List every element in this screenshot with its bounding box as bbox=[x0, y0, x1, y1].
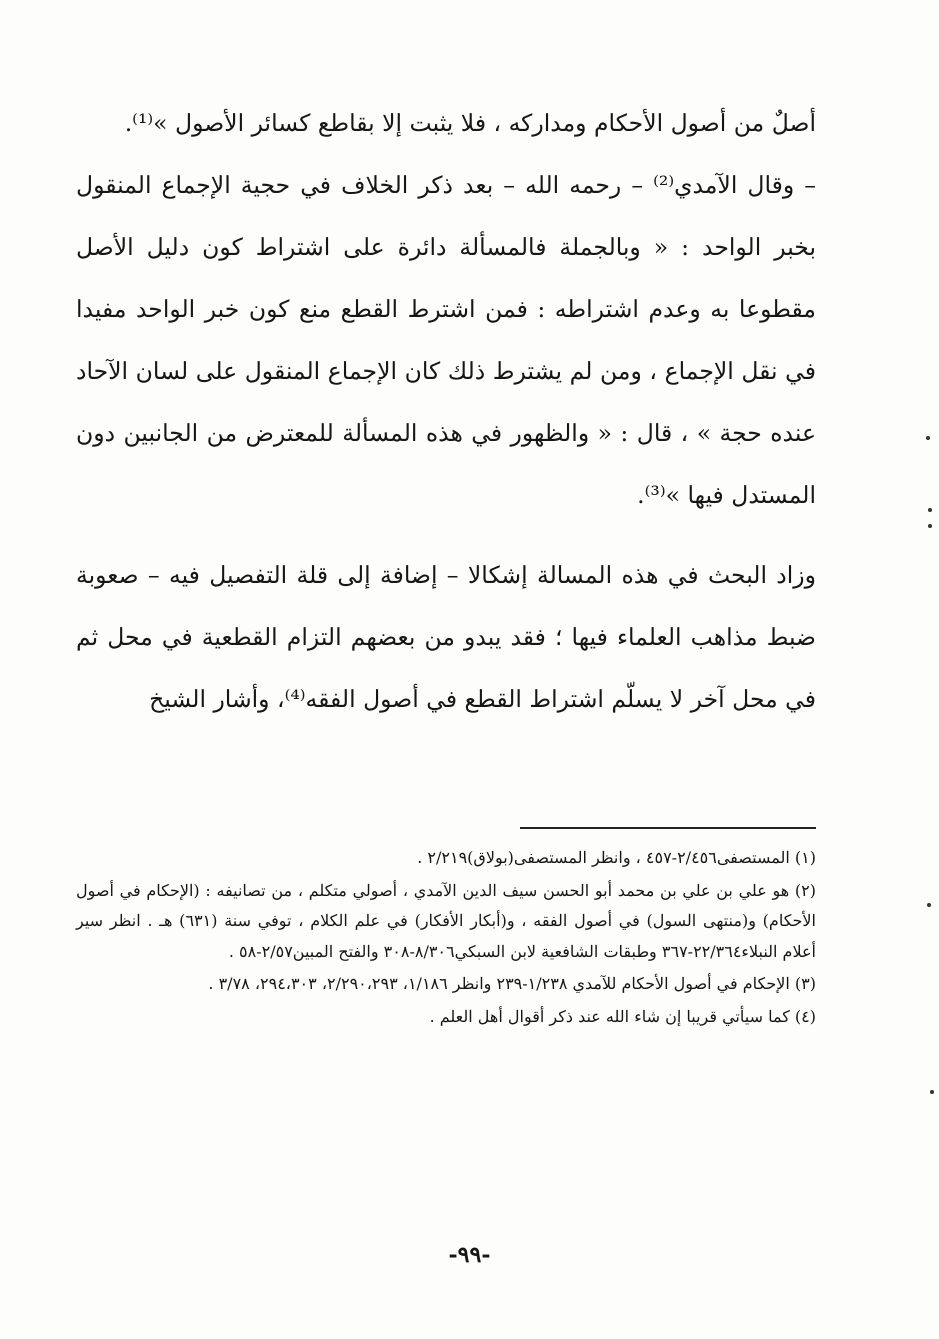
paragraph-3: وزاد البحث في هذه المسالة إشكالا – إضافة إلى قلة التفصيل فيه – صعوبة ضبط مذاهب العلماء فيها ؛ فقد يبدو من بعضهم التزام القطعية في محل ثم في محل آخر لا يسلّم اشتراط القطع في أصول الفقه⁽⁴⁾، وأشار الشيخ bbox=[76, 561, 816, 713]
paragraph-1: أصلٌ من أصول الأحكام ومداركه ، فلا يثبت إلا بقاطع كسائر الأصول »⁽¹⁾. bbox=[124, 109, 816, 137]
footnote-1: (١) المستصفى٢/٤٥٦-٤٥٧ ، وانظر المستصفى(بولاق)٢/٢١٩ . bbox=[417, 848, 816, 867]
scan-speck bbox=[927, 903, 931, 907]
footnotes bbox=[76, 843, 816, 1034]
paragraph-2: – وقال الآمدي⁽²⁾ – رحمه الله – بعد ذكر الخلاف في حجية الإجماع المنقول بخبر الواحد : « وبالجملة فالمسألة دائرة على اشتراط كون دليل الأصل مقطوعا به وعدم اشتراطه : فمن اشترط القطع منع كون خبر الواحد مفيدا في نقل الإجماع ، ومن لم يشترط ذلك كان الإجماع المنقول على لسان الآحاد عنده حجة » ، قال : « والظهور في هذه المسألة للمعترض من الجانبين دون المستدل فيها »⁽³⁾. bbox=[76, 171, 817, 509]
footnote-3: (٣) الإحكام في أصول الأحكام للآمدي ١/٢٣٨-٢٣٩ وانظر ١/١٨٦، ٢/٢٩٠،٢٩٣، ٢٩٤،٣٠٣، ٣/٧٨ . bbox=[208, 974, 816, 993]
footnote-2: (٢) هو علي بن علي بن محمد أبو الحسن سيف الدين الآمدي ، أصولي متكلم ، من تصانيفه : (الإحكام في أصول الأحكام) و(منتهى السول) في أصول الفقه ، و(أبكار الأفكار) في علم الكلام ، توفي سنة (٦٣١) هـ . انظر سير أعلام النبلاء٢٢/٣٦٤-٣٦٧ وطبقات الشافعية لابن السبكي٨/٣٠٦-٣٠٨ والفتح المبين٢/٥٧-٥٨ . bbox=[76, 880, 817, 961]
page-number: -٩٩- bbox=[448, 1242, 491, 1268]
footnote-separator bbox=[520, 827, 816, 829]
scan-speck bbox=[928, 508, 932, 512]
scan-speck bbox=[930, 1090, 934, 1094]
scan-speck bbox=[926, 436, 930, 440]
footnote-4: (٤) كما سيأتي قريبا إن شاء الله عند ذكر أقوال أهل العلم . bbox=[429, 1006, 816, 1026]
main-text bbox=[76, 92, 816, 730]
scan-speck bbox=[928, 524, 932, 528]
